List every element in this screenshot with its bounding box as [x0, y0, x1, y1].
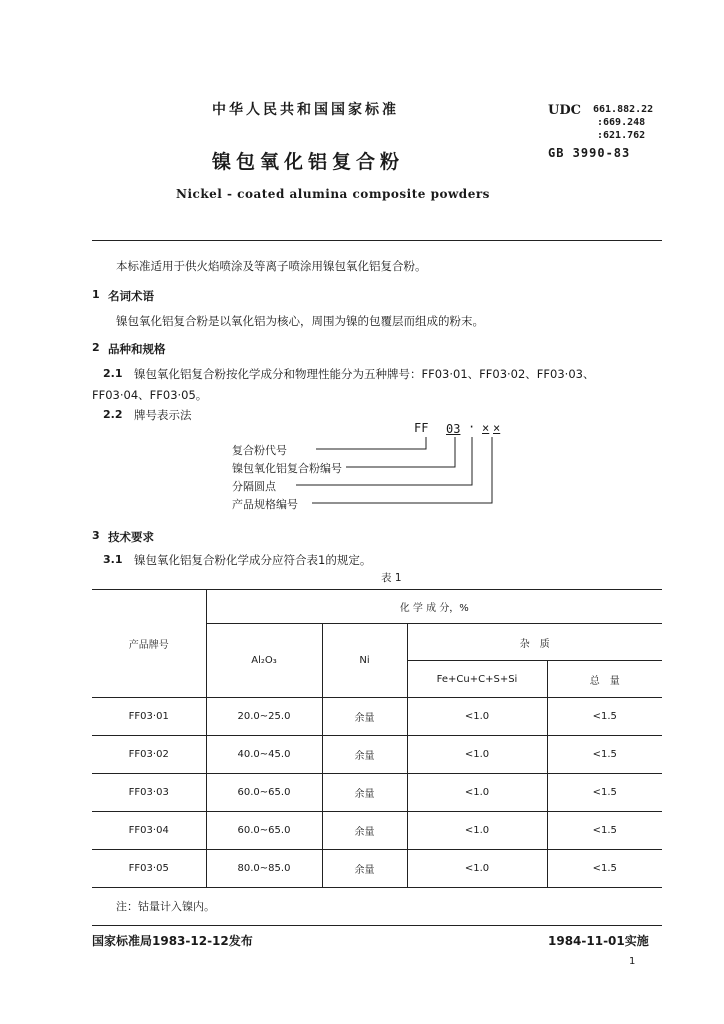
effective-date: 1984-11-01实施 [548, 934, 649, 948]
code-part-x2: × [493, 421, 501, 435]
section2-1-line2: FF03·04、FF03·05。 [92, 388, 208, 402]
table-row [92, 698, 662, 736]
table-caption: 表 1 [381, 572, 402, 584]
udc-code-2: :669.248 [597, 117, 646, 128]
udc-label: UDC [548, 103, 581, 118]
document-title-en: Nickel - coated alumina composite powders [176, 187, 490, 201]
cell-al2o3: 80.0~85.0 [206, 850, 322, 888]
section1-number: 1 [92, 288, 100, 301]
cell-fecu: <1.0 [407, 774, 547, 812]
cell-grade: FF03·03 [92, 774, 206, 812]
document-title-cn: 镍包氧化铝复合粉 [212, 151, 405, 173]
table-note: 注：钴量计入镍内。 [116, 900, 215, 913]
code-label-spec-number: 产品规格编号 [232, 498, 298, 511]
section3-title: 技术要求 [108, 530, 154, 544]
table-row [92, 812, 662, 850]
cell-ni: 余量 [322, 736, 407, 774]
cell-ni: 余量 [322, 812, 407, 850]
code-label-powder-number: 镍包氧化铝复合粉编号 [232, 462, 342, 475]
cell-fecu: <1.0 [407, 736, 547, 774]
cell-fecu: <1.0 [407, 850, 547, 888]
section3-1-number: 3.1 [103, 553, 123, 566]
table-row [92, 736, 662, 774]
code-part-ff: FF [414, 421, 429, 435]
header-al2o3: Al₂O₃ [206, 624, 322, 698]
cell-grade: FF03·01 [92, 698, 206, 736]
udc-code-1: 661.882.22 [593, 104, 654, 115]
section1-title: 名词术语 [108, 289, 154, 303]
page-number: 1 [629, 956, 636, 967]
header-grade: 产品牌号 [92, 590, 206, 698]
cell-grade: FF03·02 [92, 736, 206, 774]
code-label-separator: 分隔圆点 [232, 480, 276, 493]
cell-al2o3: 60.0~65.0 [206, 812, 322, 850]
cell-ni: 余量 [322, 850, 407, 888]
cell-total: <1.5 [547, 812, 662, 850]
cell-fecu: <1.0 [407, 698, 547, 736]
table-row [92, 850, 662, 888]
section2-2-number: 2.2 [103, 408, 123, 421]
cell-al2o3: 60.0~65.0 [206, 774, 322, 812]
cell-al2o3: 20.0~25.0 [206, 698, 322, 736]
code-part-x1: × [482, 421, 490, 435]
section2-title: 品种和规格 [108, 342, 166, 356]
cell-total: <1.5 [547, 736, 662, 774]
section3-1-text: 镍包氧化铝复合粉化学成分应符合表1的规定。 [134, 553, 372, 567]
code-part-03: 03 [446, 422, 461, 436]
cell-fecu: <1.0 [407, 812, 547, 850]
standard-title: 中华人民共和国国家标准 [212, 102, 399, 118]
section2-1-number: 2.1 [103, 367, 123, 380]
cell-grade: FF03·04 [92, 812, 206, 850]
header-ni: Ni [322, 624, 407, 698]
cell-ni: 余量 [322, 698, 407, 736]
gb-number: GB 3990-83 [548, 146, 631, 160]
section3-number: 3 [92, 529, 100, 542]
section2-1-line1: 镍包氧化铝复合粉按化学成分和物理性能分为五种牌号：FF03·01、FF03·02、FF03·03、 [134, 367, 595, 381]
table-row [92, 774, 662, 812]
cell-total: <1.5 [547, 774, 662, 812]
header-total: 总 量 [547, 661, 662, 698]
header-fe-cu-c-s-si: Fe+Cu+C+S+Si [407, 661, 547, 698]
cell-grade: FF03·05 [92, 850, 206, 888]
intro-text: 本标准适用于供火焰喷涂及等离子喷涂用镍包氧化铝复合粉。 [116, 259, 427, 273]
composition-table [92, 589, 662, 888]
section1-text: 镍包氧化铝复合粉是以氧化铝为核心，周围为镍的包覆层而组成的粉末。 [116, 314, 484, 328]
footer-rule [92, 925, 662, 926]
code-part-dot: · [468, 420, 476, 434]
cell-total: <1.5 [547, 850, 662, 888]
section2-2-title: 牌号表示法 [134, 408, 192, 422]
header-impurity: 杂 质 [407, 624, 662, 661]
header-chemical-composition: 化 学 成 分，% [206, 590, 662, 624]
udc-code-3: :621.762 [597, 130, 646, 141]
code-label-composite: 复合粉代号 [232, 444, 287, 457]
cell-al2o3: 40.0~45.0 [206, 736, 322, 774]
cell-ni: 余量 [322, 774, 407, 812]
cell-total: <1.5 [547, 698, 662, 736]
section2-number: 2 [92, 341, 100, 354]
issue-date: 国家标准局1983-12-12发布 [92, 934, 253, 948]
